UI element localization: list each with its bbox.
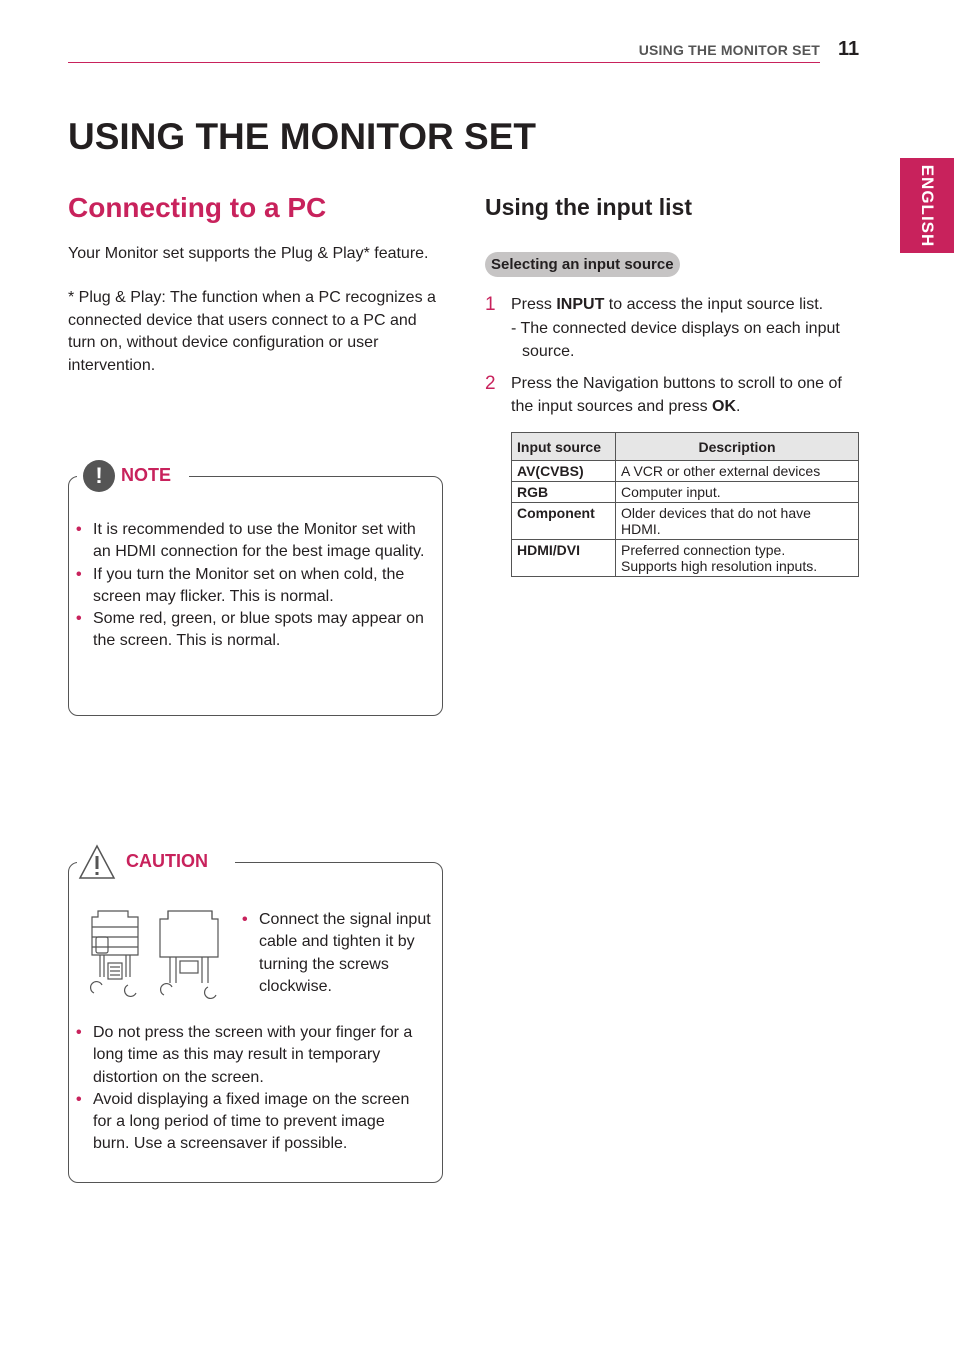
table-cell-source: HDMI/DVI [512, 540, 616, 577]
language-tab [900, 158, 954, 253]
bullet-icon: • [76, 1024, 82, 1041]
note-list [68, 519, 428, 653]
table-cell-source: RGB [512, 482, 616, 503]
table-row [512, 482, 859, 503]
step-text: Press INPUT to access the input source list. [511, 296, 824, 313]
step-number: 2 [485, 373, 496, 394]
table-row [512, 503, 859, 540]
language-tab-label: ENGLISH [918, 164, 937, 247]
caution-list [68, 1022, 423, 1156]
caution-side-list [234, 909, 434, 998]
step-text: Press the Navigation buttons to scroll to one of the input sources and press OK. [511, 375, 842, 415]
running-header-title: USING THE MONITOR SET [638, 42, 820, 58]
list-item: • If you turn the Monitor set on when cold, the screen may flicker. This is normal. [76, 565, 405, 605]
table-row [512, 540, 859, 577]
bullet-icon: • [242, 911, 248, 928]
exclamation-icon: ! [83, 460, 115, 492]
table-cell-description: A VCR or other external devices [616, 461, 859, 482]
step-number: 1 [485, 294, 496, 315]
table-cell-description: Computer input. [616, 482, 859, 503]
procedure-pill-label: Selecting an input source [485, 252, 680, 277]
table-cell-description: Older devices that do not have HDMI. [616, 503, 859, 540]
warning-triangle-icon [78, 844, 116, 880]
plug-and-play-footnote: * Plug & Play: The function when a PC recognizes a connected device that users connect to a PC and turn on, without device configuration or user intervention. [68, 289, 436, 374]
table-cell-source: AV(CVBS) [512, 461, 616, 482]
table-cell-description: Preferred connection type. Supports high resolution inputs. [616, 540, 859, 577]
dvi-connector-illustration [84, 905, 230, 1005]
list-item: • Avoid displaying a fixed image on the screen for a long period of time to prevent image burn. Use a screensaver if possible. [76, 1090, 410, 1153]
bullet-icon: • [76, 521, 82, 538]
header-divider [68, 62, 820, 63]
table-row [512, 461, 859, 482]
page-title: USING THE MONITOR SET [68, 116, 537, 157]
bullet-icon: • [76, 610, 82, 628]
input-source-table [511, 432, 859, 577]
list-item: • It is recommended to use the Monitor set with an HDMI connection for the best image quality. [76, 521, 425, 561]
section-title: Connecting to a PC [68, 192, 327, 223]
page-number: 11 [838, 38, 860, 60]
bullet-icon: • [76, 1090, 82, 1108]
list-item: • Connect the signal input cable and tighten it by turning the screws clockwise. [242, 911, 431, 995]
list-item: • Do not press the screen with your finger for a long time as this may result in temporary distortion on the screen. [76, 1024, 413, 1086]
note-label: NOTE [121, 465, 172, 485]
column-header: Input source [512, 433, 616, 461]
list-item: • Some red, green, or blue spots may appear on the screen. This is normal. [76, 610, 424, 650]
caution-label: CAUTION [126, 851, 208, 871]
bullet-icon: • [76, 565, 82, 583]
step-subnote: - The connected device displays on each input source. [511, 320, 840, 360]
input-key-name: INPUT [556, 296, 605, 313]
table-header-row [512, 433, 859, 461]
ok-key-name: OK [712, 397, 737, 415]
intro-paragraph: Your Monitor set supports the Plug & Play* feature. [68, 245, 429, 262]
subsection-title: Using the input list [485, 194, 692, 220]
column-header: Description [616, 433, 859, 461]
table-cell-source: Component [512, 503, 616, 540]
